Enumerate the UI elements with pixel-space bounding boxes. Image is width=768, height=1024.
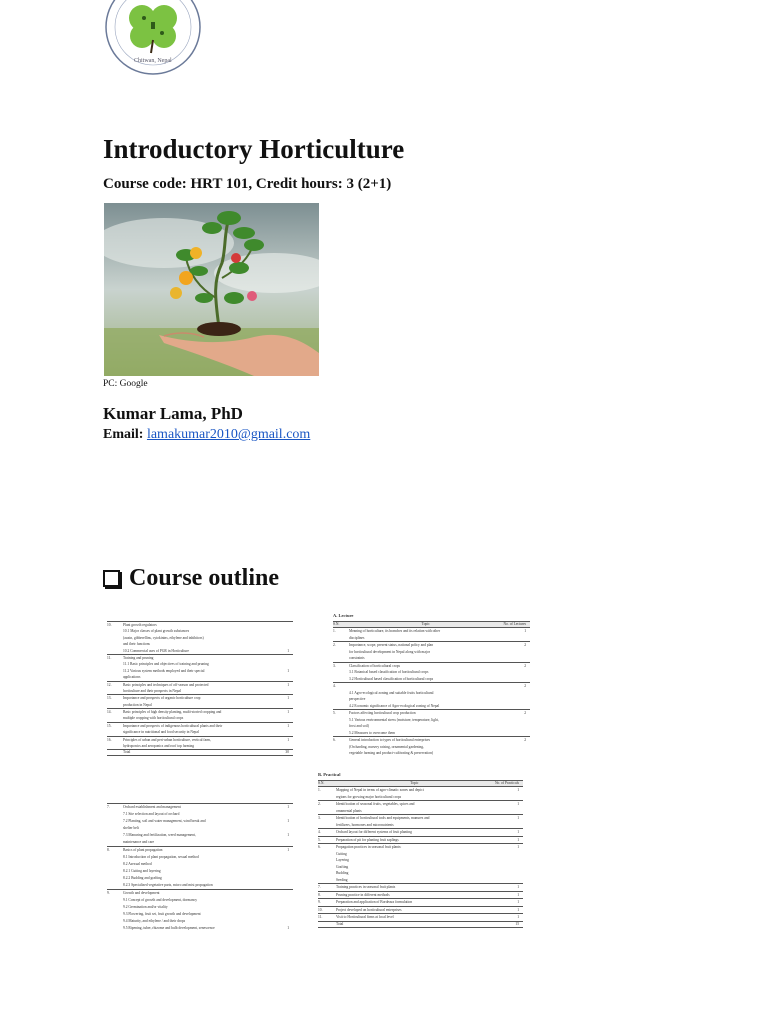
row-number: 1. — [318, 788, 321, 793]
row-number: 5. — [318, 837, 321, 842]
table-row — [318, 898, 523, 906]
table-row — [107, 868, 293, 875]
table-row — [333, 641, 530, 649]
row-topic: Identification of horticultural tools and equipments, manures and — [336, 816, 430, 821]
row-number: 9. — [318, 900, 321, 905]
row-count: 1 — [287, 710, 289, 715]
email-label: Email: — [103, 427, 144, 442]
row-topic: constraints — [349, 656, 365, 661]
row-count: 1 — [517, 816, 519, 821]
table-row — [107, 911, 293, 918]
row-topic: Plant growth regulators — [123, 623, 157, 627]
row-number: 8. — [107, 848, 110, 852]
row-topic: 3.2 Horticultural based classification of horticultural crops — [349, 676, 434, 681]
row-count: 1 — [524, 629, 526, 634]
row-count: 2 — [524, 684, 526, 689]
row-count: 1 — [287, 926, 289, 930]
row-count: 1 — [287, 682, 289, 687]
row-count: 2 — [524, 738, 526, 743]
row-topic: 9.5 Ripening, tuber, rhizome and bulb development, senescence — [123, 926, 215, 930]
row-count: 1 — [517, 830, 519, 835]
row-topic: Meaning of horticulture, its branches and its relation with other — [349, 629, 441, 634]
author-name: Kumar Lama, PhD — [103, 404, 243, 423]
row-topic: hydroponics and aeroponics and roof top farming — [123, 744, 195, 749]
row-topic: multiple cropping with horticultural crops — [123, 716, 184, 721]
row-topic: Layering — [336, 858, 349, 863]
row-topic: fertilizers, hormones and micronutrients — [336, 822, 394, 827]
row-topic: Mapping of Nepal in terms of agro-climatic zones and depict — [336, 788, 424, 793]
table-row — [318, 913, 523, 921]
row-topic: Budding — [336, 871, 349, 876]
row-topic: 9.1 Concept of growth and development, dormancy — [123, 898, 198, 902]
table-row — [107, 811, 293, 818]
row-topic: maintenance and care — [123, 840, 155, 844]
row-topic: regions for growing major horticultural crops — [336, 794, 402, 799]
table-row — [318, 828, 523, 836]
row-topic: 3.1 Botanical based classification of horticultural crops — [349, 670, 429, 675]
table-row — [318, 786, 523, 794]
table-row — [107, 875, 293, 882]
row-number: 8. — [318, 892, 321, 897]
row-count: 1 — [517, 915, 519, 920]
row-number: 15. — [107, 723, 112, 728]
row-count: 1 — [287, 648, 289, 653]
table-row — [333, 682, 530, 690]
col-count: No. of Lectures — [503, 622, 526, 627]
row-topic: 8.2 Asexual method — [123, 862, 152, 866]
row-topic: Orchard establishment and management — [123, 805, 181, 809]
page-title: Introductory Horticulture — [103, 134, 405, 164]
table-row — [107, 925, 293, 932]
row-topic: production in Nepal — [123, 702, 152, 707]
table-row — [107, 825, 293, 832]
outline-table-left-top — [107, 621, 293, 761]
row-count: 2 — [524, 643, 526, 648]
table-row — [318, 836, 523, 844]
course-outline-heading — [103, 565, 279, 592]
row-topic: ornamental plants — [336, 808, 362, 813]
table-row — [107, 722, 293, 729]
row-topic: horticulture and their prospects in Nepal — [123, 688, 181, 693]
row-topic: applications — [123, 675, 141, 680]
row-topic: Propagation practices in seasonal fruit plants: — [336, 845, 402, 850]
row-count: 1 — [517, 845, 519, 850]
row-topic: 11.2 Various system methods employed and their special — [123, 668, 205, 673]
table-row — [333, 736, 530, 744]
table-row — [318, 843, 523, 851]
row-count: 1 — [287, 737, 289, 742]
table-row — [318, 883, 523, 891]
table-row — [318, 906, 523, 914]
row-topic: Classification of horticultural crops — [349, 663, 400, 668]
email-line — [103, 427, 310, 443]
total-value: 30 — [285, 750, 289, 755]
table-total-row — [107, 749, 293, 756]
col-sn: S.N. — [333, 622, 340, 627]
row-topic: and their functions — [123, 642, 150, 647]
table-row — [107, 918, 293, 925]
row-topic: 7.2 Planting, soil and water management, wind break and — [123, 819, 206, 823]
table-row — [333, 750, 530, 757]
row-topic: Importance, scope, present status, national policy and plan — [349, 643, 434, 648]
table-row — [107, 889, 293, 897]
table-row — [107, 621, 293, 628]
total-label: Total — [336, 921, 344, 926]
row-count: 1 — [287, 723, 289, 728]
row-topic: 4.2 Economic significance of Agro-ecological zoning of Nepal — [349, 703, 440, 708]
row-topic: Basics of plant propagation — [123, 848, 163, 852]
row-topic: Basic principles of high density planting, multi-storied cropping and — [123, 710, 222, 715]
table-row — [107, 854, 293, 861]
table-row — [107, 736, 293, 743]
row-number: 16. — [107, 737, 112, 742]
row-topic: 10.2 Commercial uses of PGR in Horticulture — [123, 648, 189, 653]
row-topic: for horticultural development in Nepal along with major — [349, 649, 430, 654]
row-topic: 9.2 Germination and/or vitality — [123, 905, 168, 909]
row-topic: Grafting — [336, 864, 349, 869]
row-count: 1 — [287, 696, 289, 701]
row-topic: Visit to Horticultural firms at local level — [336, 915, 394, 920]
row-count: 2 — [524, 663, 526, 668]
plant-in-hand-image — [104, 203, 319, 376]
row-count: 1 — [517, 907, 519, 912]
row-number: 5. — [333, 711, 336, 716]
row-number: 1. — [333, 629, 336, 634]
row-topic: 10.1 Major classes of plant growth substances — [123, 629, 190, 634]
row-topic: shelter belt — [123, 826, 139, 830]
table-row — [107, 846, 293, 854]
col-topic: Topic — [421, 622, 430, 627]
university-logo — [104, 0, 202, 76]
row-topic: 8.1 Introduction of plant propagation, sexual method — [123, 855, 199, 859]
email-link[interactable]: lamakumar2010@gmail.com — [146, 427, 311, 442]
row-count: 1 — [287, 819, 289, 823]
row-number: 3. — [318, 816, 321, 821]
table-heading: A. Lecture — [333, 614, 354, 618]
total-label: Total — [123, 750, 131, 755]
row-number: 11. — [318, 915, 323, 920]
row-number: 7. — [107, 805, 110, 809]
row-count: 1 — [517, 788, 519, 793]
row-number: 12. — [107, 682, 112, 687]
row-number: 4. — [333, 684, 336, 689]
table-row — [107, 654, 293, 661]
table-row — [333, 662, 530, 670]
row-topic: 8.2.2 Budding and grafting — [123, 876, 162, 880]
row-topic: (auxin, gibberellins, cytokinins, ethylene and inhibitors) — [123, 635, 204, 640]
row-topic: Cutting — [336, 851, 347, 856]
logo-place-text: Chitwan, Nepal — [134, 58, 172, 64]
row-topic: Growth and development — [123, 891, 160, 895]
row-number: 2. — [333, 643, 336, 648]
row-count: 1 — [517, 802, 519, 807]
row-number: 10. — [107, 623, 112, 627]
row-number: 7. — [318, 885, 321, 890]
row-topic: Training practices in seasonal fruit plants — [336, 885, 396, 890]
row-topic: Training and pruning — [123, 655, 154, 660]
table-row — [318, 891, 523, 899]
table-row — [107, 839, 293, 846]
row-count: 1 — [287, 848, 289, 852]
row-topic: 5.1 Various environmental stress (moisture, temperature, light, — [349, 717, 439, 722]
table-row — [107, 904, 293, 911]
row-topic: 7.1 Site selection and layout of orchard — [123, 812, 180, 816]
row-count: 1 — [287, 668, 289, 673]
row-count: 1 — [517, 900, 519, 905]
row-topic: Importance and prospects of organic horticulture crop — [123, 696, 201, 701]
col-count: No. of Practicals — [494, 781, 519, 786]
outline-table-left-bottom — [107, 803, 293, 935]
table-row — [318, 800, 523, 808]
row-count: 1 — [287, 805, 289, 809]
row-topic: 11.1 Basic principles and objectives of training and pruning — [123, 662, 209, 667]
table-row — [107, 803, 293, 811]
col-topic: Topic — [410, 781, 419, 786]
row-count: 1 — [287, 833, 289, 837]
row-number: 2. — [318, 802, 321, 807]
table-row — [107, 861, 293, 868]
row-topic: Pruning practice in different methods — [336, 892, 390, 897]
row-topic: Importance and prospects of indigenous horticultural plants and their — [123, 723, 223, 728]
row-number: 10. — [318, 907, 323, 912]
row-number: 9. — [107, 891, 110, 895]
table-row — [333, 709, 530, 717]
row-number: 3. — [333, 663, 336, 668]
row-topic: 4.1 Agro-ecological zoning and suitable fruits horticultural — [349, 690, 434, 695]
table-row — [107, 818, 293, 825]
table-heading: B. Practical — [318, 773, 341, 777]
col-sn: S.N. — [318, 781, 325, 786]
course-code: Course code: HRT 101, Credit hours: 3 (2+1) — [103, 176, 392, 192]
table-row — [107, 882, 293, 889]
row-topic: vegetable farming and product-cultivating & preservation) — [349, 751, 434, 756]
row-number: 14. — [107, 710, 112, 715]
row-topic: significance in nutritional and food security in Nepal — [123, 730, 199, 735]
row-count: 2 — [524, 711, 526, 716]
row-topic: 5.2 Measures to overcome them — [349, 730, 396, 735]
row-topic: 9.3 Flowering, fruit set, fruit growth and development — [123, 912, 201, 916]
image-caption: PC: Google — [103, 379, 148, 389]
table-row — [107, 897, 293, 904]
table-row — [333, 627, 530, 635]
row-topic: frost and soil) — [349, 724, 369, 729]
row-number: 4. — [318, 830, 321, 835]
row-topic: Orchard layout for different systems of fruit planting — [336, 830, 412, 835]
table-row — [318, 814, 523, 822]
row-number: 6. — [333, 738, 336, 743]
row-number: 6. — [318, 845, 321, 850]
row-topic: Identification of seasonal fruits, vegetables, spices and — [336, 802, 415, 807]
row-topic: disciplines — [349, 635, 365, 640]
row-topic: 8.2.1 Cutting and layering — [123, 869, 161, 873]
table-row — [107, 681, 293, 688]
row-topic: 8.2.3 Specialized vegetative parts, micro and mist propagation — [123, 883, 213, 887]
row-topic: Principles of urban and peri-urban horticulture, vertical farm, — [123, 737, 212, 742]
row-topic: Project developed on horticultural enterprises — [336, 907, 402, 912]
row-topic: Factors affecting horticultural crop production — [349, 711, 416, 716]
table-row — [107, 708, 293, 715]
row-topic: Preparation and application of Bordeaux formulation — [336, 900, 413, 905]
row-count: 1 — [517, 837, 519, 842]
checkbox-bullet-icon — [103, 570, 120, 587]
row-topic: 7.3 Manuring and fertilization, weed management, — [123, 833, 196, 837]
row-topic: 9.4 Maturity, and ethylene / and their drops — [123, 919, 186, 923]
row-topic: Preparation of pit for planting fruit saplings — [336, 837, 399, 842]
lecture-table — [333, 614, 530, 764]
row-topic: General introduction to types of horticultural enterprises — [349, 738, 431, 743]
table-total-row — [318, 921, 523, 928]
row-number: 11. — [107, 655, 112, 660]
table-row — [107, 694, 293, 701]
row-count: 1 — [517, 892, 519, 897]
total-value: 15 — [515, 921, 519, 926]
row-topic: (Orcharding, nursery raising, ornamental gardening, — [349, 744, 424, 749]
row-count: 1 — [517, 885, 519, 890]
row-number: 13. — [107, 696, 112, 701]
table-row — [107, 832, 293, 839]
practical-table — [318, 773, 523, 933]
row-topic: perspective — [349, 697, 366, 702]
section-title: Course outline — [129, 565, 279, 591]
row-topic: Seeding — [336, 877, 348, 882]
row-topic: Basic principles and techniques of off-season and protected — [123, 682, 209, 687]
